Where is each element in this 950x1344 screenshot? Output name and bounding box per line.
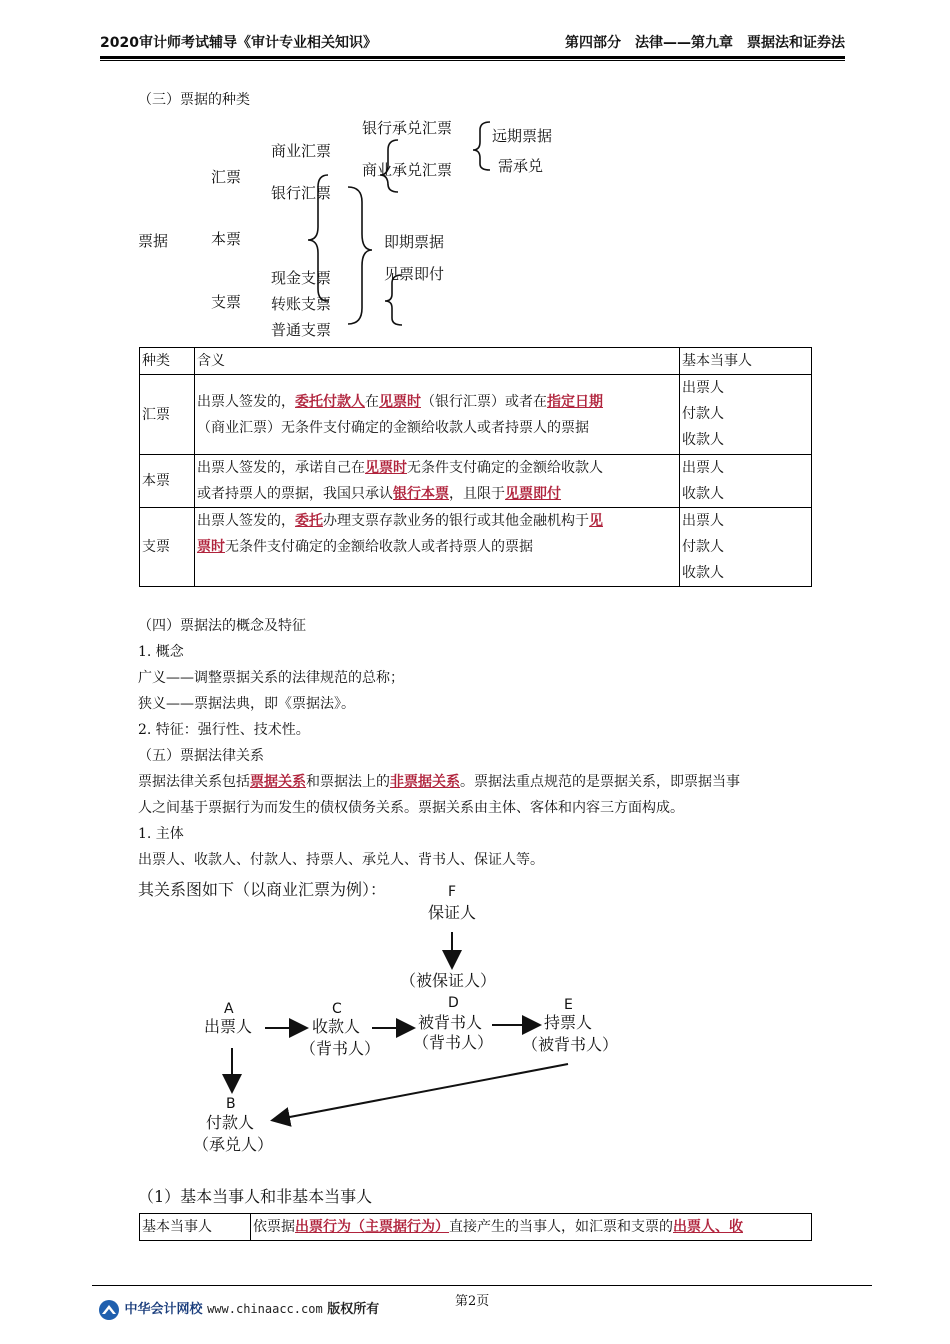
tree-root: 票据 xyxy=(138,232,169,250)
header-meaning: 含义 xyxy=(195,348,680,375)
party: 收款人 xyxy=(682,565,724,581)
page-number: 第2页 xyxy=(455,1294,490,1309)
header-rule xyxy=(100,56,845,59)
text: （商业汇票）无条件支付确定的金额给收款人或者持票人的票据 xyxy=(197,419,589,436)
arrow-e-to-b xyxy=(274,1064,568,1120)
section4-broad: 广义——调整票据关系的法律规范的总称； xyxy=(138,670,404,686)
table-row xyxy=(140,508,812,587)
text: 无条件支付确定的金额给收款人或者持票人的票据 xyxy=(225,539,533,555)
party: 出票人 xyxy=(682,460,724,476)
text: 直接产生的当事人，如汇票和支票的 xyxy=(449,1219,673,1235)
table-row xyxy=(140,1214,812,1241)
tree-huipiao: 汇票 xyxy=(211,168,242,186)
page-header xyxy=(100,32,845,54)
node-c-name: 收款人 xyxy=(312,1017,361,1036)
brand-url: www.chinaacc.com xyxy=(207,1302,323,1316)
node-c-letter: C xyxy=(332,1001,342,1017)
tree-yuanqi: 远期票据 xyxy=(492,127,553,145)
tree-benpiao: 本票 xyxy=(211,230,242,248)
rights-text: 版权所有 xyxy=(327,1302,380,1317)
header-kind: 种类 xyxy=(140,348,195,375)
meaning-cell xyxy=(195,508,680,587)
node-e-letter: E xyxy=(564,997,573,1013)
text: （银行汇票）或者在 xyxy=(421,393,547,410)
node-e-role: （被背书人） xyxy=(522,1035,619,1054)
header-rule-thin xyxy=(100,60,845,61)
node-d-role: （背书人） xyxy=(413,1033,494,1052)
section4-narrow: 狭义——票据法典，即《票据法》。 xyxy=(138,696,355,712)
highlight: 出票行为（主票据行为） xyxy=(295,1219,449,1235)
highlight: 银行本票 xyxy=(393,486,449,502)
text: 出票人签发的，承诺自己在 xyxy=(197,460,365,476)
bill-types-table xyxy=(139,347,812,587)
tree-jianpiao: 见票即付 xyxy=(384,265,445,283)
kind-cell: 支票 xyxy=(140,508,195,587)
section3-title: （三）票据的种类 xyxy=(138,92,250,108)
diagram-caption: 其关系图如下（以商业汇票为例）： xyxy=(138,880,387,899)
highlight: 见票即付 xyxy=(505,486,561,502)
parties-table xyxy=(139,1213,812,1241)
tree-sycd: 商业承兑汇票 xyxy=(362,161,453,179)
highlight: 票据关系 xyxy=(250,774,306,790)
node-b-letter: B xyxy=(226,1096,236,1112)
section5-title: （五）票据法律关系 xyxy=(138,748,264,764)
section4-item1: 1. 概念 xyxy=(138,644,184,660)
highlight: 指定日期 xyxy=(547,393,603,410)
text: 依票据 xyxy=(253,1219,295,1235)
highlight: 票时 xyxy=(197,539,225,555)
brand-name: 中华会计网校 xyxy=(124,1302,203,1317)
tree-zhuanzhang: 转账支票 xyxy=(271,295,332,313)
node-f-letter: F xyxy=(448,884,457,900)
kind-cell: 本票 xyxy=(140,455,195,508)
highlight: 见票时 xyxy=(379,393,421,410)
kind-cell: 汇票 xyxy=(140,375,195,455)
tree-yinhang: 银行汇票 xyxy=(271,184,332,202)
header-left: 2020审计师考试辅导《审计专业相关知识》 xyxy=(100,35,377,51)
node-d-name: 被背书人 xyxy=(418,1013,483,1032)
section5-parties: 出票人、收款人、付款人、持票人、承兑人、背书人、保证人等。 xyxy=(138,852,544,868)
text: 和票据法上的 xyxy=(306,774,390,790)
tree-putong: 普通支票 xyxy=(271,321,332,339)
text: 或者持票人的票据，我国只承认 xyxy=(197,486,393,502)
section5-item1: 1. 主体 xyxy=(138,826,184,842)
node-a-name: 出票人 xyxy=(204,1017,253,1036)
section4-title: （四）票据法的概念及特征 xyxy=(138,618,306,634)
tree-yhcd: 银行承兑汇票 xyxy=(362,119,453,137)
party: 付款人 xyxy=(682,406,724,422)
parties-desc-cell xyxy=(251,1214,812,1241)
node-d-letter: D xyxy=(448,995,459,1011)
party: 付款人 xyxy=(682,539,724,555)
text: 出票人签发的， xyxy=(197,393,295,410)
meaning-cell xyxy=(195,375,680,455)
text: 在 xyxy=(365,393,379,410)
party: 收款人 xyxy=(682,432,724,448)
node-b-role: （承兑人） xyxy=(193,1135,274,1154)
bill-types-tree xyxy=(130,112,590,342)
text: 票据法律关系包括 xyxy=(138,774,250,790)
parties-cell xyxy=(680,508,812,587)
node-c-role: （背书人） xyxy=(300,1039,381,1058)
shangye-brace xyxy=(473,122,490,170)
tree-xianjin: 现金支票 xyxy=(271,269,332,287)
sub1-title: （1）基本当事人和非基本当事人 xyxy=(138,1187,373,1206)
highlight: 委托付款人 xyxy=(295,393,365,410)
table-header-row xyxy=(140,348,812,375)
tree-xuchengdui: 需承兑 xyxy=(498,157,544,175)
highlight: 见票时 xyxy=(365,460,407,476)
highlight: 委托 xyxy=(295,513,323,529)
section4-item2: 2. 特征：强行性、技术性。 xyxy=(138,722,310,738)
section5-para-line1 xyxy=(138,772,740,792)
footer-brand xyxy=(98,1298,379,1321)
text: 出票人签发的， xyxy=(197,513,295,529)
party: 出票人 xyxy=(682,513,724,529)
table-row xyxy=(140,455,812,508)
text: 办理支票存款业务的银行或其他金融机构于 xyxy=(323,513,589,529)
parties-cell xyxy=(680,375,812,455)
party: 收款人 xyxy=(682,486,724,502)
node-a-letter: A xyxy=(224,1001,234,1017)
tree-jiqi: 即期票据 xyxy=(384,233,445,251)
tree-shangye: 商业汇票 xyxy=(271,142,332,160)
jiqi-brace xyxy=(348,187,372,324)
text: 无条件支付确定的金额给收款人 xyxy=(407,460,603,476)
highlight: 见 xyxy=(589,513,603,529)
chinaacc-logo-icon xyxy=(98,1299,120,1321)
parties-type-cell: 基本当事人 xyxy=(140,1214,251,1241)
node-b-name: 付款人 xyxy=(206,1113,255,1132)
node-e-name: 持票人 xyxy=(544,1013,593,1032)
parties-cell xyxy=(680,455,812,508)
section5-para-line2: 人之间基于票据行为而发生的债权债务关系。票据关系由主体、客体和内容三方面构成。 xyxy=(138,800,684,816)
node-beibaozheng: （被保证人） xyxy=(400,971,497,990)
tree-zhipiao: 支票 xyxy=(211,293,242,311)
highlight: 非票据关系 xyxy=(390,774,460,790)
party: 出票人 xyxy=(682,380,724,396)
header-parties: 基本当事人 xyxy=(680,348,812,375)
text: 。票据法重点规范的是票据关系，即票据当事 xyxy=(460,774,740,790)
text: ，且限于 xyxy=(449,486,505,502)
header-right: 第四部分 法律——第九章 票据法和证券法 xyxy=(565,35,845,51)
table-row xyxy=(140,375,812,455)
node-f-name: 保证人 xyxy=(428,903,477,922)
footer-rule xyxy=(92,1285,872,1286)
highlight: 出票人、收 xyxy=(673,1219,743,1235)
meaning-cell xyxy=(195,455,680,508)
